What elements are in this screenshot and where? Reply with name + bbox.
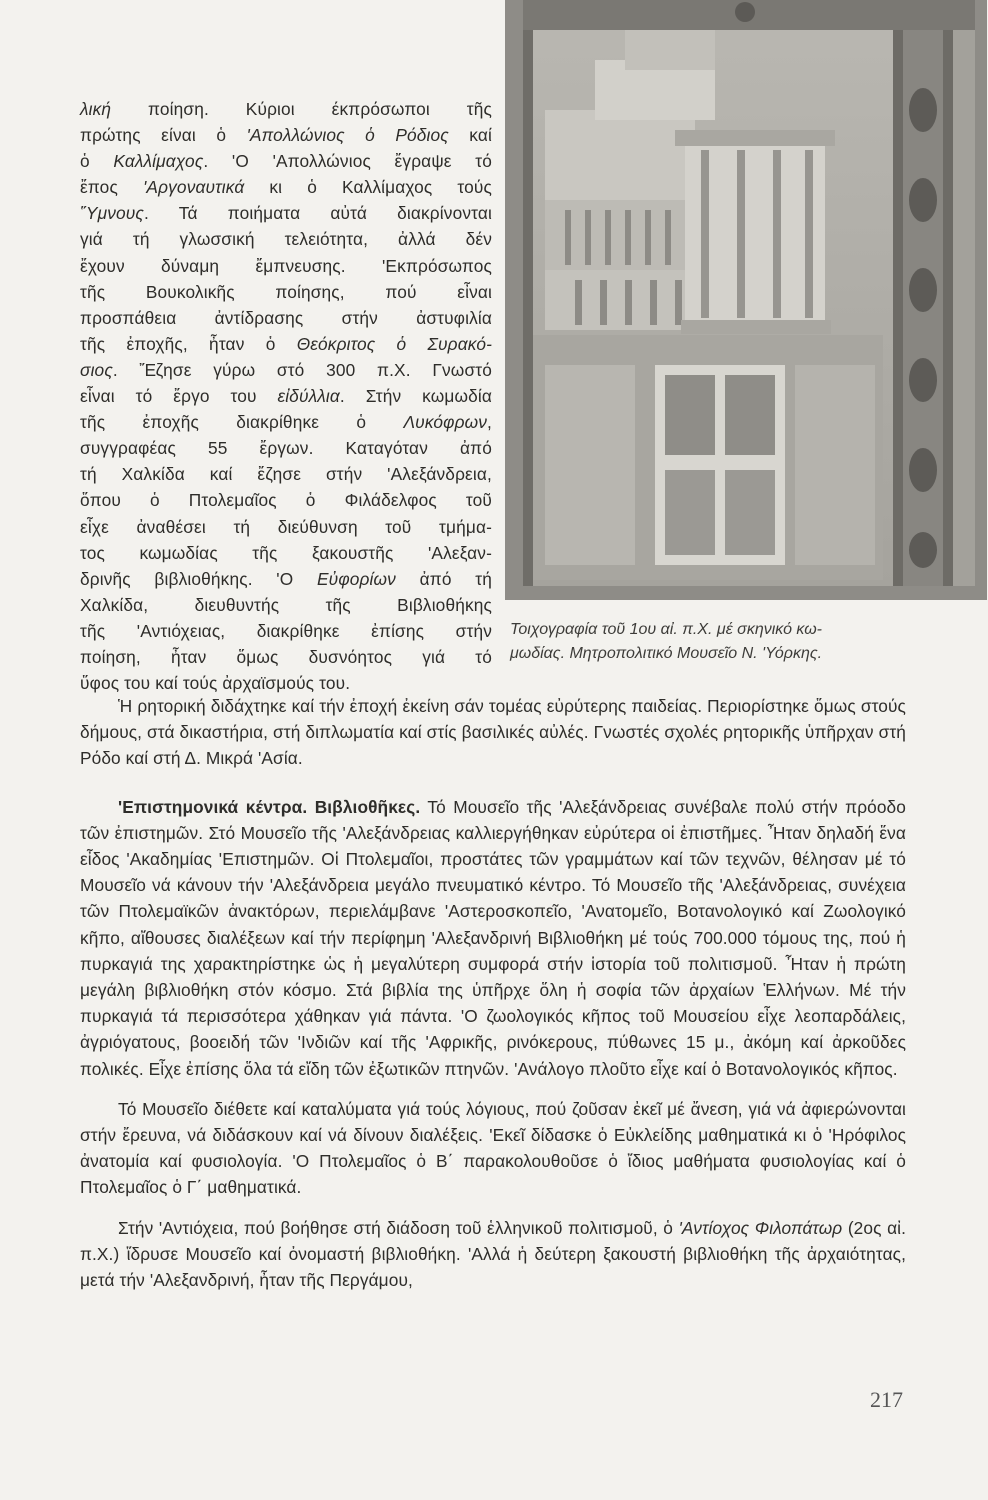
text-run: εἶναι τό ἔργο του (80, 386, 278, 407)
text-line (80, 461, 492, 487)
section-heading: 'Επιστημονικά κέντρα. Βιβλιοθῆκες. (118, 796, 421, 817)
text-run: δρινῆς βιβλιοθήκης. 'Ο (80, 568, 317, 589)
text-line (80, 200, 492, 226)
text-line (80, 305, 492, 331)
text-run: καί (448, 125, 492, 146)
text-line (80, 409, 492, 435)
text-run: Χαλκίδα, διευθυντής τῆς Βιβλιοθήκης (80, 594, 492, 615)
fresco-illustration (505, 0, 987, 600)
fresco-image (505, 0, 987, 600)
page-number: 217 (870, 1387, 903, 1412)
text-run: ὕφος του καί τούς ἀρχαϊσμούς του. (80, 673, 351, 694)
text-line (80, 487, 492, 513)
text-run: ἔχουν δύναμη ἔμπνευσης. 'Εκπρόσωπος (80, 255, 492, 276)
text-line (80, 279, 492, 305)
caption-line: μωδίας. Μητροπολιτικό Μουσεῖο Ν. 'Υόρκης. (510, 645, 823, 662)
text-run: ὅπου ὁ Πτολεμαῖος ὁ Φιλάδελφος τοῦ (80, 490, 492, 511)
antioch-text-before: Στήν 'Αντιόχεια, πού βοήθησε στή διάδοση τοῦ ἑλληνικοῦ πολιτισμοῦ, ὁ (118, 1217, 679, 1238)
antiochus-name: 'Αντίοχος Φιλοπάτωρ (678, 1217, 843, 1238)
text-line (80, 618, 492, 644)
italic-run: Ὕμνους (80, 203, 144, 224)
text-run: . 'Ο 'Απολλώνιος ἔγραψε τό (203, 151, 492, 172)
text-run: . Τά ποιήματα αὐτά διακρίνονται (143, 203, 492, 224)
text-run: ἀπό τή (395, 568, 492, 589)
italic-run: λική (80, 99, 112, 119)
text-run: προσπάθεια ἀντίδρασης στήν ἀστυφιλία (80, 307, 492, 328)
text-run: ὁ (80, 151, 114, 172)
text-run: εἶχε ἀναθέσει τή διεύθυνση τοῦ τμήμα- (80, 516, 492, 537)
science-text: Τό Μουσεῖο τῆς 'Αλεξάνδρειας συνέβαλε πολύ στήν πρόοδο τῶν ἐπιστημῶν. Στό Μουσεῖο τῆς 'Αλεξάνδρειας καλλιεργήθηκαν εὐρύτερα οἱ ἐπιστῆμες. Ἦταν δηλαδή ἕνα εἶδος 'Ακαδημίας 'Επιστημῶν. Οἱ Πτολεμαῖοι, προστάτες τῶν γραμμάτων καί τῶν τεχνῶν, θέλησαν μέ τό Μουσεῖο νά κάνουν τήν 'Αλεξάνδρεια μεγάλο πνευματικό κέντρο. Τό Μουσεῖο τῆς 'Αλεξάνδρειας, συνέχεια τῶν Πτολεμαϊκῶν ἀνακτόρων, περιελάμβανε 'Αστεροσκοπεῖο, 'Ανατομεῖο, Βοτανολογικό καί Ζωολογικό κῆπο, αἴθουσες διαλέξεων καί τήν περίφημη 'Αλεξανδρινή Βιβλιοθήκη μέ τούς 700.000 τόμους της, πού ἡ πυρκαγιά της χαρακτηρίστηκε ὡς ἡ μεγαλύτερη συμφορά στήν ἱστορία τοῦ πολιτισμοῦ. Ἦταν ἡ πρώτη μεγάλη βιβλιοθήκη στόν κόσμο. Στά βιβλία της ὑπῆρχε ὅλη ἡ σοφία τῶν ἀρχαίων Ἑλλήνων. Μέ τήν πυρκαγιά τά περισσότερα χάθηκαν γιά πάντα. 'Ο ζωολογικός κῆπος τοῦ Μουσείου εἶχε λεοπαρδάλεις, ἀγριόγατους, βοοειδή τῶν 'Ινδιῶν καί τῆς 'Αφρικῆς, ρινόκερους, πύθωνες 15 μ., ἀκόμη καί ἀρκοῦδες πολικές. Εἶχε ἐπίσης ὅλα τά εἴδη τῶν ἐξωτικῶν πτηνῶν. 'Ανάλογο πλοῦτο εἶχε καί ὁ Βοτανολογικός κῆπος. (80, 796, 906, 1079)
text-line (80, 226, 492, 252)
italic-run: Λυκόφρων (403, 412, 488, 433)
text-run: τῆς ἐποχῆς, ἦταν ὁ (80, 333, 297, 354)
text-run: ποίηση, ἦταν ὅμως δυσνόητος γιά τό (80, 646, 492, 667)
antioch-text-after: (2ος αἰ. π.Χ.) ἵδρυσε Μουσεῖο καί ὀνομαστή βιβλιοθήκη. 'Αλλά ἡ δεύτερη ξακουστή βιβλιοθήκη τῆς ἀρχαιότητας, μετά τήν 'Αλεξανδρινή, ἦταν τῆς Περγάμου, (80, 1217, 907, 1291)
left-column-text (80, 96, 492, 696)
text-line (80, 331, 492, 357)
italic-run: 'Απολλώνιος ὁ Ρόδιος (246, 125, 449, 146)
italic-run: 'Αργοναυτικά (142, 177, 245, 198)
text-run: ἔπος (80, 177, 143, 198)
main-body-text (80, 693, 906, 1293)
text-run: τῆς 'Αντιόχειας, διακρίθηκε ἐπίσης στήν (80, 620, 492, 641)
text-run: τῆς ἐποχῆς διακρίθηκε ὁ (80, 412, 404, 433)
text-line (80, 566, 492, 592)
text-line (80, 435, 492, 461)
italic-run: Εὐφορίων (317, 568, 396, 589)
text-run: συγγραφέας 55 ἔργων. Καταγόταν ἀπό (80, 438, 492, 459)
text-line (80, 540, 492, 566)
text-line (80, 253, 492, 279)
text-line (80, 644, 492, 670)
text-line (80, 174, 492, 200)
italic-run: σιος (80, 359, 113, 380)
text-run: τῆς Βουκολικῆς ποίησης, πού εἶναι (80, 281, 492, 302)
text-line (80, 148, 492, 174)
text-line (80, 592, 492, 618)
text-line (80, 357, 492, 383)
caption-line: Τοιχογραφία τοῦ 1ου αἰ. π.Χ. μέ σκηνικό κω- (510, 621, 822, 638)
text-run: κι ὁ Καλλίμαχος τούς (244, 177, 493, 198)
italic-run: Καλλίμαχος (113, 151, 204, 172)
italic-run: εἰδύλλια (277, 386, 340, 407)
figure-caption (510, 618, 930, 666)
text-line (80, 514, 492, 540)
text-run: γιά τή γλωσσική τελειότητα, ἀλλά δέν (80, 229, 492, 250)
text-run: τή Χαλκίδα καί ἔζησε στήν 'Αλεξάνδρεια, (80, 464, 492, 485)
text-run: . Στήν κωμωδία (339, 386, 492, 407)
text-run: , (487, 412, 492, 433)
science-paragraph (80, 794, 906, 1082)
antioch-paragraph (80, 1215, 906, 1294)
museum-paragraph: Τό Μουσεῖο διέθετε καί καταλύματα γιά τούς λόγιους, πού ζοῦσαν ἐκεῖ μέ ἄνεση, γιά νά ἀφιερώνονται στήν ἔρευνα, νά διδάσκουν καί νά δίνουν διαλέξεις. 'Εκεῖ δίδασκε ὁ Εὐκλείδης μαθηματικά κι ὁ 'Ηρόφιλος ἀνατομία καί φυσιολογία. 'Ο Πτολεμαῖος ὁ Β΄ παρακολουθοῦσε ὁ ἴδιος μαθήματα φυσιολογίας καί ὁ Πτολεμαῖος ὁ Γ΄ μαθηματικά. (80, 1098, 906, 1198)
rhetoric-paragraph: Ἡ ρητορική διδάχτηκε καί τήν ἐποχή ἐκείνη σάν τομέας εὐρύτερης παιδείας. Περιορίστηκε ὅμως στούς δήμους, στά δικαστήρια, στή διπλωματία καί στίς βασιλικές αὐλές. Γνωστές σχολές ρητορικῆς ὑπῆρχαν στή Ρόδο καί στή Δ. Μικρά 'Ασία. (80, 696, 906, 769)
text-run: ποίηση. Κύριοι έκπρόσωποι τῆς (111, 99, 492, 119)
text-line (80, 96, 492, 122)
text-line (80, 122, 492, 148)
italic-run: Θεόκριτος ὁ Συρακό- (296, 333, 492, 354)
text-line (80, 383, 492, 409)
text-run: . Ἔζησε γύρω στό 300 π.Χ. Γνωστό (112, 359, 492, 380)
text-run: τος κωμωδίας τῆς ξακουστῆς 'Αλεξαν- (80, 542, 492, 563)
text-run: πρώτης είναι ὁ (80, 125, 247, 146)
